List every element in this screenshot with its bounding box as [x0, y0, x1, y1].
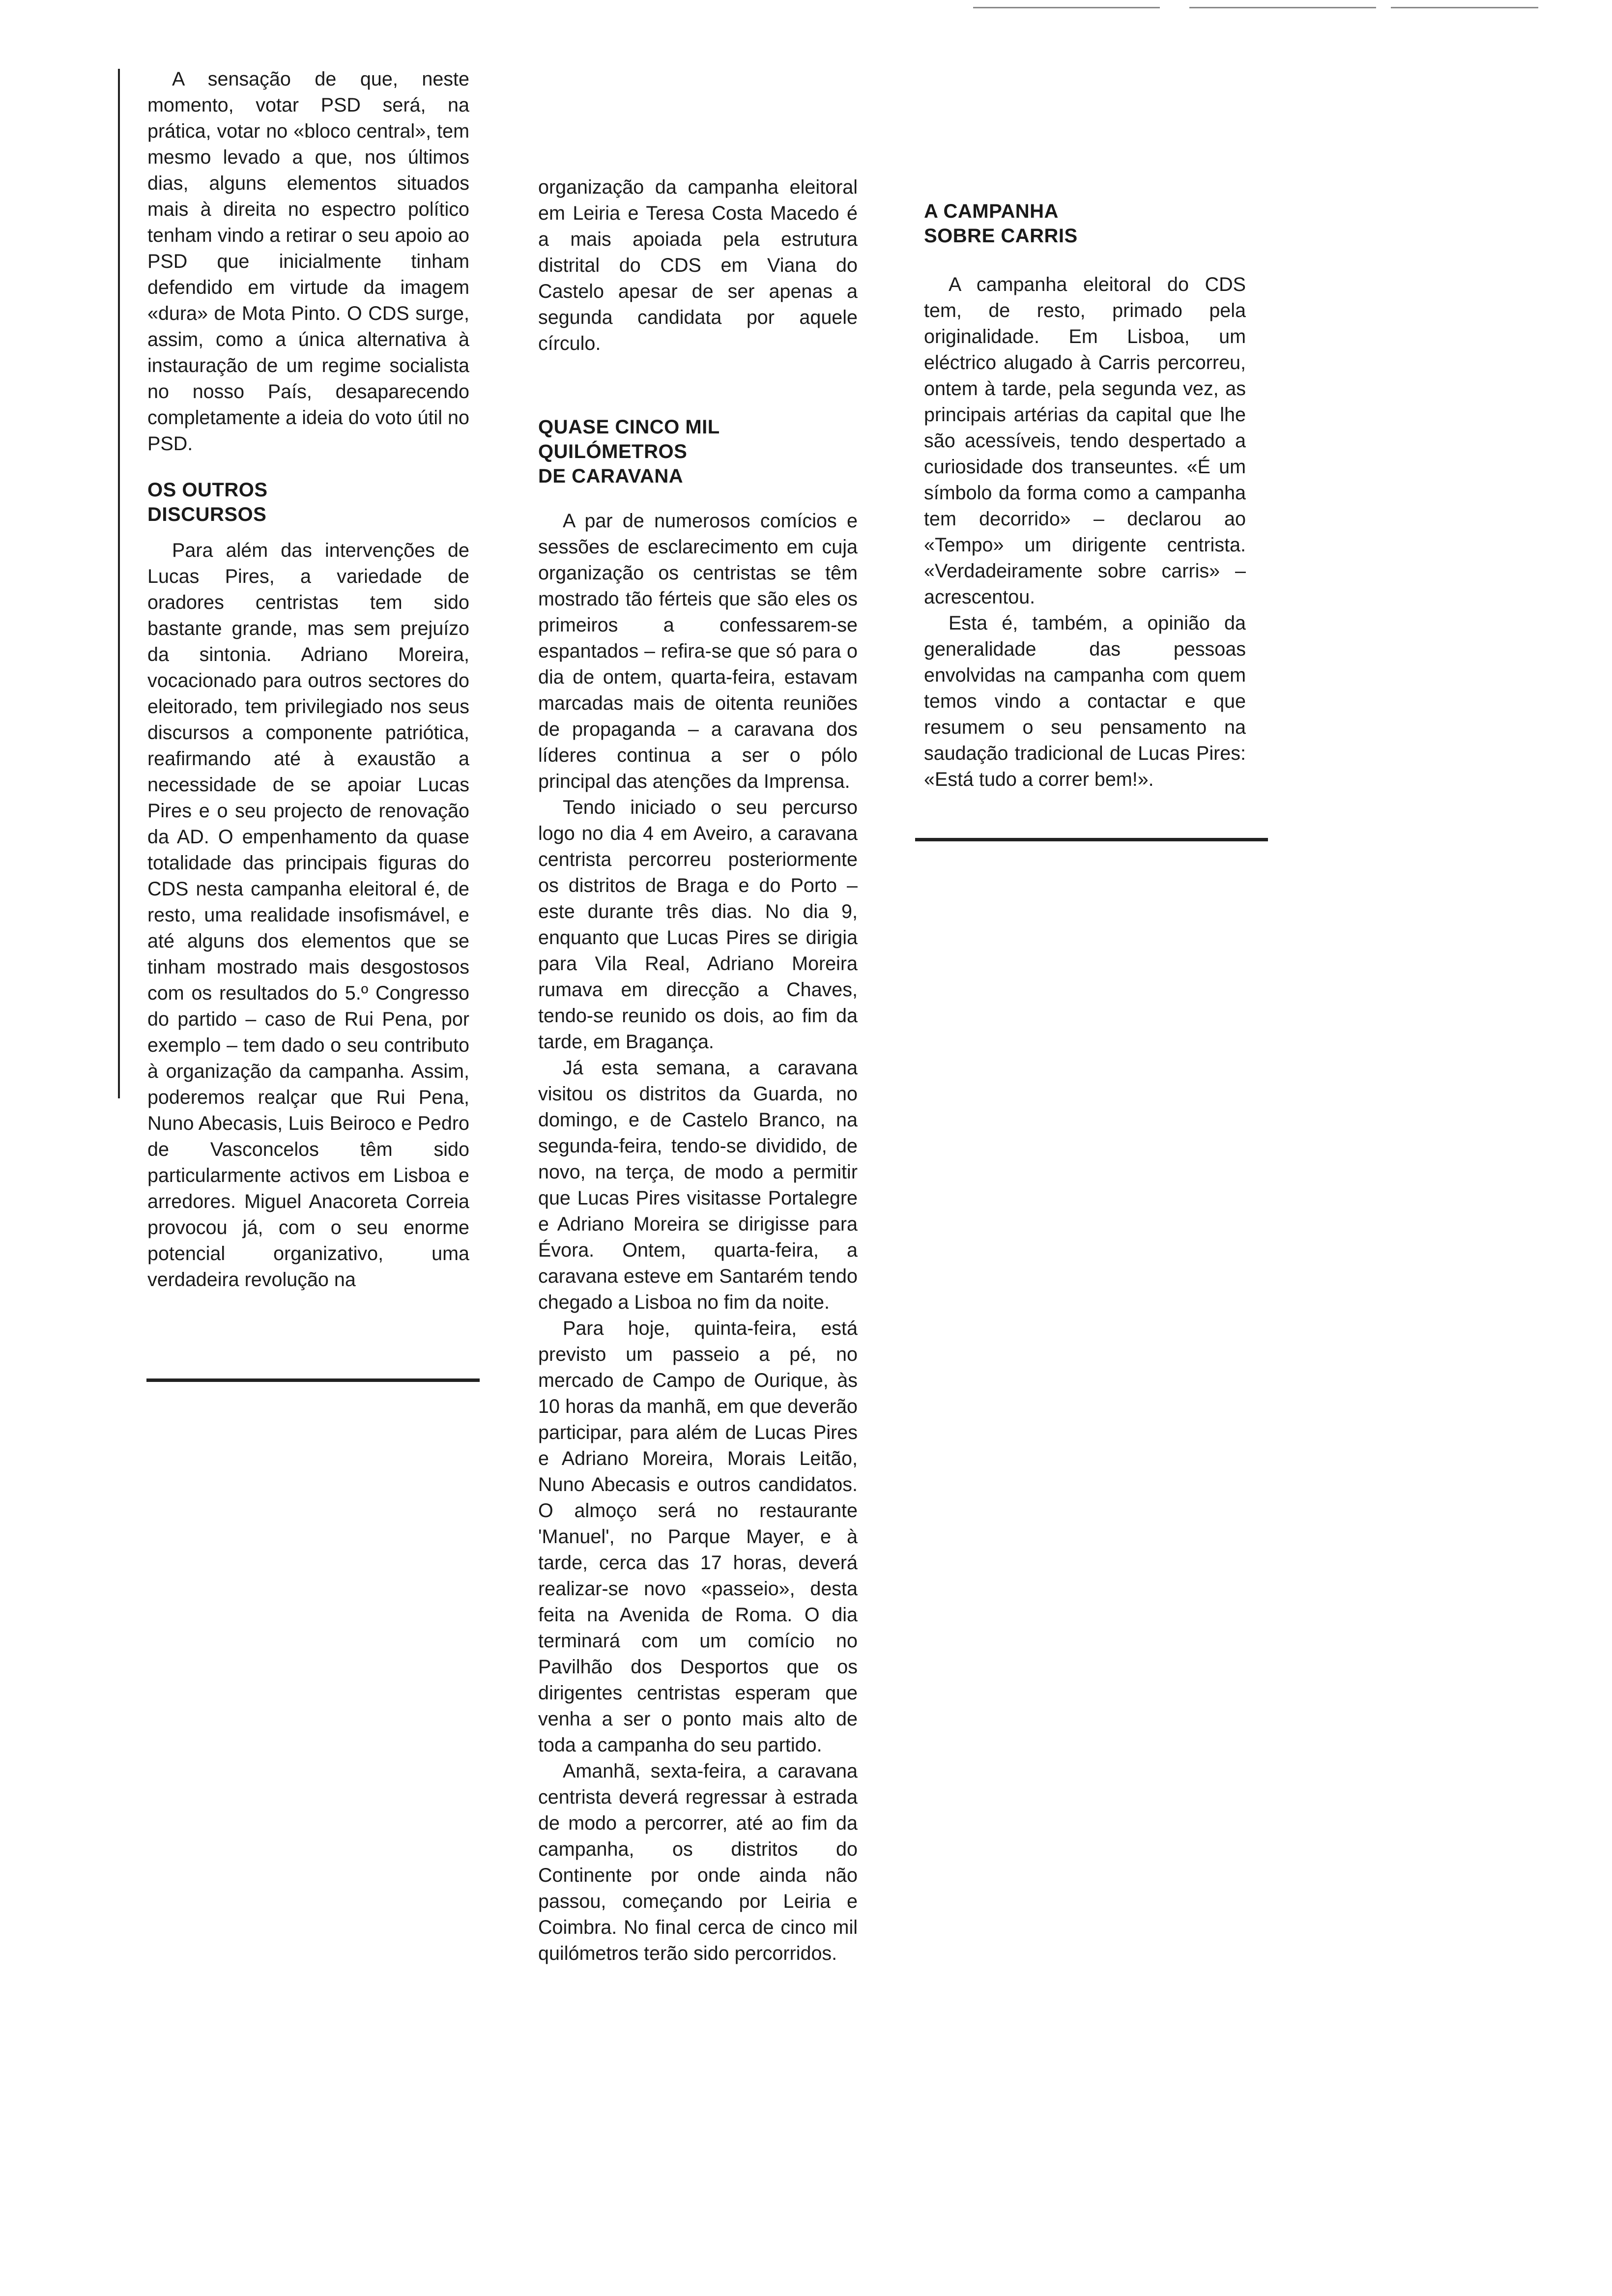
scan-edge-line: [1189, 7, 1376, 8]
heading-line: QUILÓMETROS: [538, 441, 688, 462]
heading-line: SOBRE CARRIS: [924, 225, 1078, 247]
section-heading-campanha-sobre-carris: [924, 199, 1246, 248]
section-heading-outros-discursos: [147, 478, 469, 527]
paragraph: A par de numerosos comícios e sessões de esclarecimento em cuja organização os centristas se têm mostrado tão férteis que são eles os primeiros a confessarem-se espantados – refira-se que só para o dia de ontem, quarta-feira, estavam marcadas mais de oitenta reuniões de propaganda – a caravana dos líderes continua a ser o pólo principal das atenções da Imprensa.: [538, 510, 858, 792]
paragraph: A campanha eleitoral do CDS tem, de resto, primado pela originalidade. Em Lisboa, um eléctrico alugado à Carris percorreu, ontem à tarde, pela segunda vez, as principais artérias da capital que lhe são acessíveis, tendo despertado a curiosidade dos transeuntes. «É um símbolo da forma como a campanha tem decorrido» – declarou ao «Tempo» um dirigente centrista. «Verdadeiramente sobre carris» – acrescentou.: [924, 274, 1246, 608]
column-end-rule: [146, 1378, 480, 1382]
margin-rule: [118, 69, 120, 1098]
column-end-rule: [915, 838, 1268, 841]
paragraph: Esta é, também, a opinião da generalidade das pessoas envolvidas na campanha com quem temos vindo a contactar e que resumem o seu pensamento na saudação tradicional de Lucas Pires: «Está tudo a correr bem!».: [924, 612, 1246, 790]
heading-line: OS OUTROS: [147, 479, 268, 501]
heading-line: DISCURSOS: [147, 504, 267, 525]
paragraph: A sensação de que, neste momento, votar PSD será, na prática, votar no «bloco central», tem mesmo levado a que, nos últimos dias, alguns elementos situados mais à direita no espectro político tenham vindo a retirar o seu apoio ao PSD que inicialmente tinham defendido em virtude da imagem «dura» de Mota Pinto. O CDS surge, assim, como a única alternativa à instauração de um regime socialista no nosso País, desaparecendo completamente a ideia do voto útil no PSD.: [147, 68, 469, 455]
article-column-1: [147, 66, 469, 1293]
article-column-2: [538, 174, 858, 1967]
heading-line: DE CARAVANA: [538, 465, 684, 487]
heading-line: A CAMPANHA: [924, 201, 1059, 222]
heading-line: QUASE CINCO MIL: [538, 416, 720, 438]
paragraph: Amanhã, sexta-feira, a caravana centrista deverá regressar à estrada de modo a percorrer, até ao fim da campanha, os distritos do Continente por onde ainda não passou, começando por Leiria e Coimbra. No final cerca de cinco mil quilómetros terão sido percorridos.: [538, 1760, 858, 1964]
paragraph: organização da campanha eleitoral em Leiria e Teresa Costa Macedo é a mais apoiada pela estrutura distrital do CDS em Viana do Castelo apesar de ser apenas a segunda candidata por aquele círculo.: [538, 176, 858, 354]
paragraph: Já esta semana, a caravana visitou os distritos da Guarda, no domingo, e de Castelo Branco, na segunda-feira, tendo-se dividido, de novo, na terça, de modo a permitir que Lucas Pires visitasse Portalegre e Adriano Moreira se dirigisse para Évora. Ontem, quarta-feira, a caravana esteve em Santarém tendo chegado a Lisboa no fim da noite.: [538, 1057, 858, 1313]
paragraph: Para além das intervenções de Lucas Pires, a variedade de oradores centristas tem sido bastante grande, mas sem prejuízo da sintonia. Adriano Moreira, vocacionado para outros sectores do eleitorado, tem privilegiado nos seus discursos a componente patriótica, reafirmando até à exaustão a necessidade de se apoiar Lucas Pires e o seu projecto de renovação da AD. O empenhamento da quase totalidade das principais figuras do CDS nesta campanha eleitoral é, de resto, uma realidade insofismável, e até alguns dos elementos que se tinham mostrado mais desgostosos com os resultados do 5.º Congresso do partido – caso de Rui Pena, por exemplo – tem dado o seu contributo à organização da campanha. Assim, poderemos realçar que Rui Pena, Nuno Abecasis, Luis Beiroco e Pedro de Vasconcelos têm sido particularmente activos em Lisboa e arredores. Miguel Anacoreta Correia provocou já, com o seu enorme potencial organizativo, uma verdadeira revolução na: [147, 540, 469, 1291]
scan-edge-line: [973, 7, 1160, 8]
article-column-3: [924, 199, 1246, 793]
paragraph: Tendo iniciado o seu percurso logo no dia 4 em Aveiro, a caravana centrista percorreu posteriormente os distritos de Braga e do Porto – este durante três dias. No dia 9, enquanto que Lucas Pires se dirigia para Vila Real, Adriano Moreira rumava em direcção a Chaves, tendo-se reunido os dois, ao fim da tarde, em Bragança.: [538, 797, 858, 1053]
section-heading-quase-cinco-mil: [538, 415, 858, 488]
scan-edge-line: [1391, 7, 1538, 8]
paragraph: Para hoje, quinta-feira, está previsto um passeio a pé, no mercado de Campo de Ourique, às 10 horas da manhã, em que deverão participar, para além de Lucas Pires e Adriano Moreira, Morais Leitão, Nuno Abecasis e outros candidatos. O almoço será no restaurante 'Manuel', no Parque Mayer, e à tarde, cerca das 17 horas, deverá realizar-se novo «passeio», desta feita na Avenida de Roma. O dia terminará com um comício no Pavilhão dos Desportos que os dirigentes centristas esperam que venha a ser o ponto mais alto de toda a campanha do seu partido.: [538, 1318, 858, 1756]
